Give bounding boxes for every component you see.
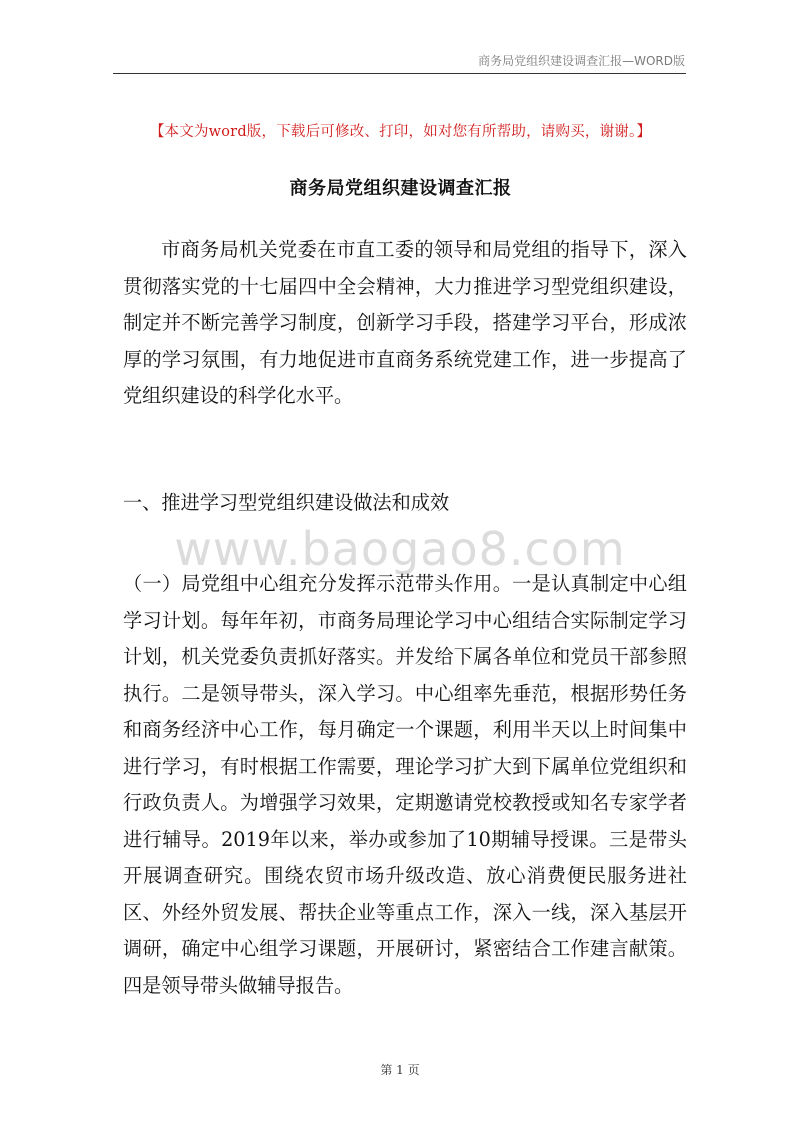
header-divider <box>113 73 686 74</box>
page-number: 第 1 页 <box>380 1063 420 1077</box>
watermark: www.baogao8.com <box>174 522 626 576</box>
intro-paragraph: 市商务局机关党委在市直工委的领导和局党组的指导下，深入贯彻落实党的十七届四中全会精神，大力推进学习型党组织建设，制定并不断完善学习制度，创新学习手段，搭建学习平台，形成浓厚的学习氛围，有力地促进市直商务系统党建工作，进一步提高了党组织建设的科学化水平。 <box>123 238 687 407</box>
section-heading: 一、推进学习型党组织建设做法和成效 <box>123 491 450 514</box>
running-header: 商务局党组织建设调查汇报—WORD版 <box>478 54 685 68</box>
purchase-notice: 【本文为word版，下载后可修改、打印，如对您有所帮助，请购买，谢谢。】 <box>149 124 652 140</box>
section-paragraph: （一）局党组中心组充分发挥示范带头作用。一是认真制定中心组学习计划。每年年初，市商务局理论学习中心组结合实际制定学习计划，机关党委负责抓好落实。并发给下属各单位和党员干部参照执行。二是领导带头，深入学习。中心组率先垂范，根据形势任务和商务经济中心工作，每月确定一个课题，利用半天以上时间集中进行学习，有时根据工作需要，理论学习扩大到下属单位党组织和行政负责人。为增强学习效果，定期邀请党校教授或知名专家学者进行辅导。2019年以来，举办或参加了10期辅导授课。三是带头开展调查研究。围绕农贸市场升级改造、放心消费便民服务进社区、外经外贸发展、帮扶企业等重点工作，深入一线，深入基层开调研，确定中心组学习课题，开展研讨，紧密结合工作建言献策。四是领导带头做辅导报告。 <box>123 572 687 997</box>
document-title: 商务局党组织建设调查汇报 <box>289 178 512 199</box>
